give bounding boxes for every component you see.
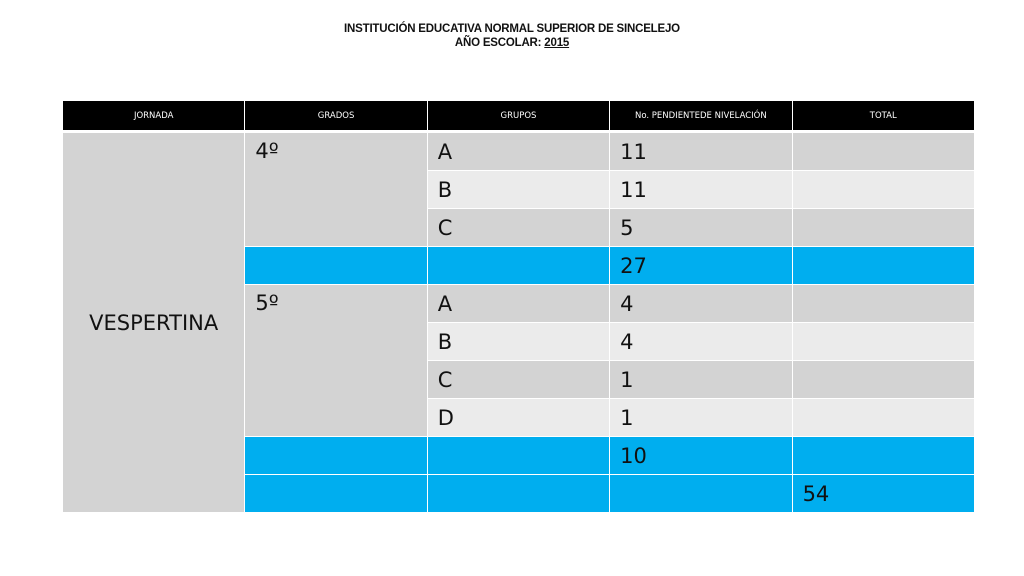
subtotal-value: 10 (610, 437, 792, 475)
group-cell: C (427, 361, 609, 399)
document-header (0, 22, 1024, 50)
total-cell (792, 399, 974, 437)
column-header-grados: GRADOS (245, 101, 427, 132)
subtotal-total-cell (792, 437, 974, 475)
table-row (63, 132, 975, 171)
pending-cell: 11 (610, 132, 792, 171)
pending-cell: 1 (610, 399, 792, 437)
school-year-line (0, 36, 1024, 50)
school-year-label: AÑO ESCOLAR: (454, 37, 542, 49)
pending-cell: 5 (610, 209, 792, 247)
group-cell: D (427, 399, 609, 437)
institution-title: INSTITUCIÓN EDUCATIVA NORMAL SUPERIOR DE SINCELEJO (344, 23, 680, 35)
total-cell (792, 361, 974, 399)
school-year-value: 2015 (544, 37, 570, 49)
pending-cell: 4 (610, 285, 792, 323)
pending-cell: 11 (610, 171, 792, 209)
grade-cell: 5º (245, 285, 427, 437)
total-cell (792, 171, 974, 209)
column-header-pendientes: No. PENDIENTEDE NIVELACIÓN (610, 101, 792, 132)
pending-levelling-table (62, 100, 975, 513)
table-header-row (63, 101, 975, 132)
group-cell: A (427, 285, 609, 323)
subtotal-group-cell (427, 437, 609, 475)
group-cell: A (427, 132, 609, 171)
subtotal-value: 27 (610, 247, 792, 285)
total-cell (792, 209, 974, 247)
total-cell (792, 285, 974, 323)
grade-cell: 4º (245, 132, 427, 247)
subtotal-grade-cell (245, 437, 427, 475)
pending-cell: 4 (610, 323, 792, 361)
group-cell: B (427, 171, 609, 209)
grand-total-jornada-cell (245, 475, 427, 513)
grand-total-value: 54 (792, 475, 974, 513)
column-header-jornada: JORNADA (63, 101, 245, 132)
subtotal-grade-cell (245, 247, 427, 285)
subtotal-total-cell (792, 247, 974, 285)
jornada-cell: VESPERTINA (63, 132, 245, 513)
grand-total-group-cell (610, 475, 792, 513)
column-header-total: TOTAL (792, 101, 974, 132)
pending-cell: 1 (610, 361, 792, 399)
subtotal-group-cell (427, 247, 609, 285)
total-cell (792, 323, 974, 361)
grand-total-grade-cell (427, 475, 609, 513)
column-header-grupos: GRUPOS (427, 101, 609, 132)
group-cell: C (427, 209, 609, 247)
group-cell: B (427, 323, 609, 361)
total-cell (792, 132, 974, 171)
